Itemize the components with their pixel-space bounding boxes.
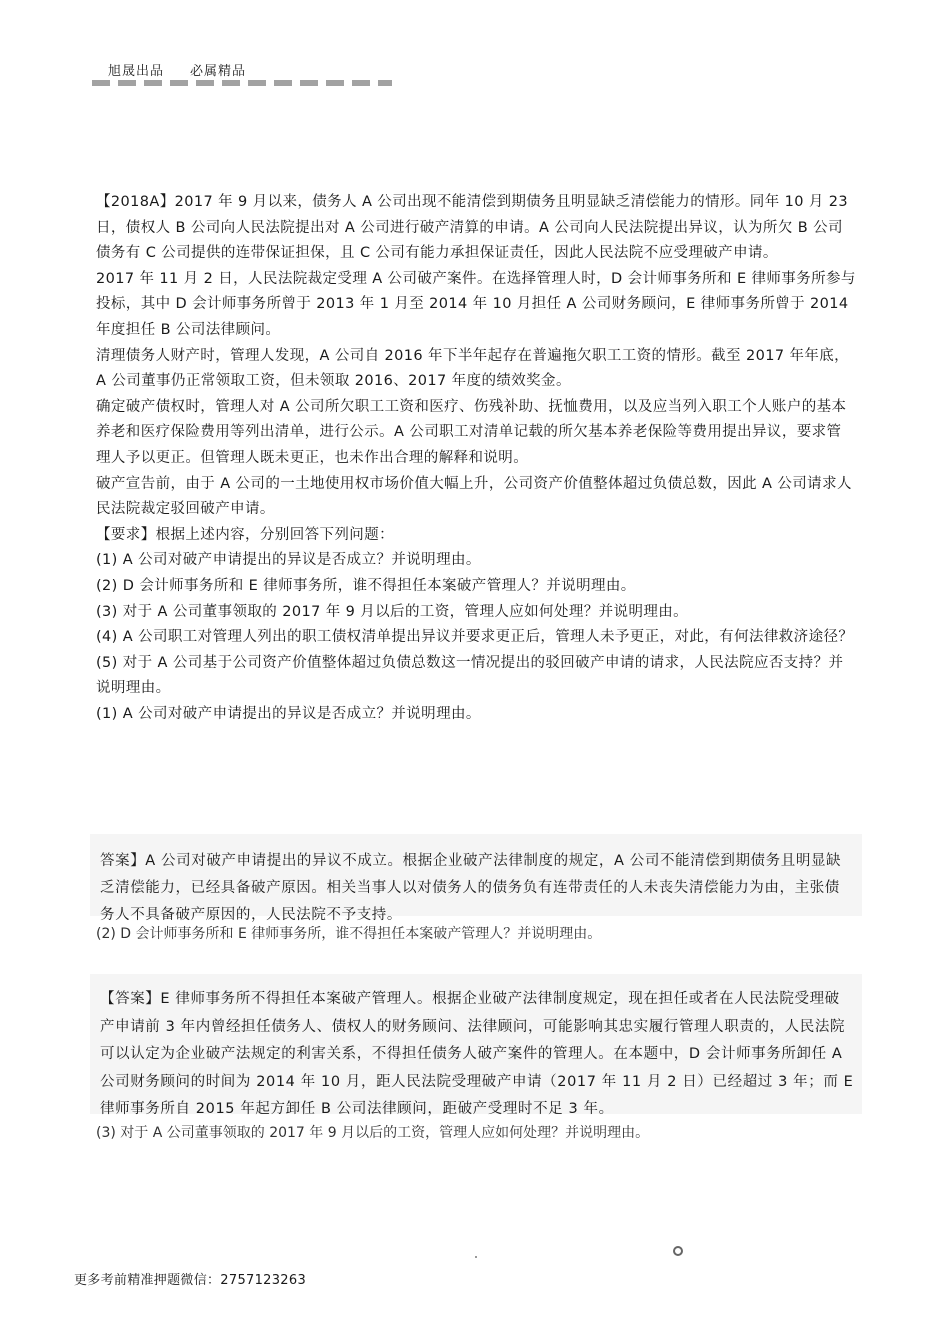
question-item-3: (3) 对于 A 公司董事领取的 2017 年 9 月以后的工资，管理人应如何处理？并说明理由。: [96, 603, 689, 620]
header-slogan: 必属精品: [190, 64, 247, 79]
answer-box-1: [90, 834, 862, 923]
question-item-1: (1) A 公司对破产申请提出的异议是否成立？并说明理由。: [96, 552, 481, 569]
question-item-2: (2) D 会计师事务所和 E 律师事务所，谁不得担任本案破产管理人？并说明理由。: [96, 577, 636, 594]
repeated-question-1: (1) A 公司对破产申请提出的异议是否成立？并说明理由。: [96, 705, 481, 722]
page-footer: 更多考前精准押题微信：2757123263: [74, 1273, 307, 1288]
cut-question-2: (2) D 会计师事务所和 E 律师事务所，谁不得担任本案破产管理人？并说明理由。: [96, 926, 602, 942]
circle-mark-icon: [673, 1246, 683, 1256]
answer-box-2: [90, 974, 862, 1117]
case-paragraph-1: 【2018A】2017 年 9 月以来，债务人 A 公司出现不能清偿到期债务且明显缺乏清偿能力的情形。同年 10 月 23 日，债权人 B 公司向人民法院提出对 A 公司进行破产清算的申请。A 公司向人民法院提出异议，认为所欠 B 公司债务有 C 公司提供的连带保证担保，且 C 公司有能力承担保证责任，因此人民法院不应受理破产申请。: [96, 194, 849, 262]
header-scan-artifact: [92, 80, 392, 86]
question-item-5: (5) 对于 A 公司基于公司资产价值整体超过负债总数这一情况提出的驳回破产申请的请求，人民法院应否支持？并说明理由。: [96, 654, 844, 697]
case-paragraph-4: 确定破产债权时，管理人对 A 公司所欠职工工资和医疗、伤残补助、抚恤费用，以及应当列入职工个人账户的基本养老和医疗保险费用等列出清单，进行公示。A 公司职工对清单记载的所欠基本养老保险等费用提出异议，要求管理人予以更正。但管理人既未更正，也未作出合理的解释和说明。: [96, 398, 847, 466]
case-paragraph-3: 清理债务人财产时，管理人发现，A 公司自 2016 年下半年起存在普遍拖欠职工工资的情形。截至 2017 年年底，A 公司董事仍正常领取工资，但未领取 2016、2017 年度的绩效奖金。: [96, 347, 850, 390]
header-brand: 旭晟出品: [108, 64, 165, 79]
question-body: [96, 190, 856, 727]
scan-dot: [475, 1256, 477, 1258]
cut-question-3: (3) 对于 A 公司董事领取的 2017 年 9 月以后的工资，管理人应如何处理？并说明理由。: [96, 1125, 650, 1141]
answer-1-text: 答案】A 公司对破产申请提出的异议不成立。根据企业破产法律制度的规定，A 公司不能清偿到期债务且明显缺乏清偿能力，已经具备破产原因。相关当事人以对债务人的债务负有连带责任的人未丧失清偿能力为由，主张债务人不具备破产原因的，人民法院不予支持。: [100, 853, 842, 923]
page-header: [108, 60, 246, 79]
case-paragraph-5: 破产宣告前，由于 A 公司的一土地使用权市场价值大幅上升，公司资产价值整体超过负债总数，因此 A 公司请求人民法院裁定驳回破产申请。: [96, 475, 852, 518]
question-item-4: (4) A 公司职工对管理人列出的职工债权清单提出异议并要求更正后，管理人未予更正，对此，有何法律救济途径？: [96, 629, 854, 646]
case-paragraph-2: 2017 年 11 月 2 日，人民法院裁定受理 A 公司破产案件。在选择管理人时，D 会计师事务所和 E 律师事务所参与投标，其中 D 会计师事务所曾于 2013 年 1 月至 2014 年 10 月担任 A 公司财务顾问，E 律师事务所曾于 2014 年度担任 B 公司法律顾问。: [96, 270, 856, 338]
answer-2-text: 【答案】E 律师事务所不得担任本案破产管理人。根据企业破产法律制度规定，现在担任或者在人民法院受理破产申请前 3 年内曾经担任债务人、债权人的财务顾问、法律顾问，可能影响其忠实履行管理人职责的，人民法院可以认定为企业破产法规定的利害关系，不得担任债务人破产案件的管理人。在本题中，D 会计师事务所卸任 A 公司财务顾问的时间为 2014 年 10 月，距人民法院受理破产申请（2017 年 11 月 2 日）已经超过 3 年；而 E 律师事务所自 2015 年起方卸任 B 公司法律顾问，距破产受理时不足 3 年。: [100, 991, 854, 1117]
requirements-heading: 【要求】根据上述内容，分别回答下列问题：: [96, 526, 394, 543]
